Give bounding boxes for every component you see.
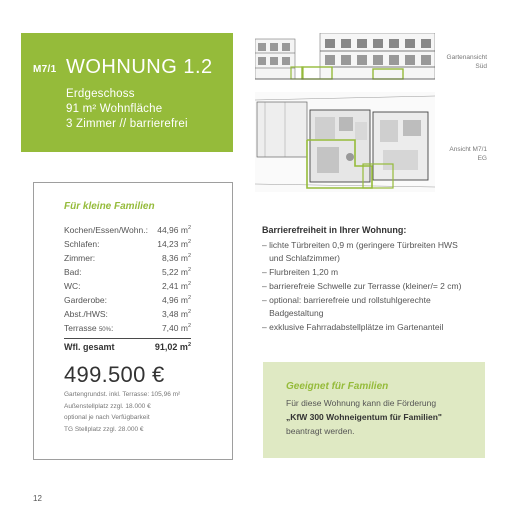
family-box bbox=[263, 362, 485, 458]
price: 499.500 € bbox=[64, 362, 165, 387]
elevation-drawing bbox=[255, 33, 435, 83]
area-row: Garderobe: 4,96 $m^2$ bbox=[64, 295, 191, 305]
features-heading: Barrierefreiheit in Ihrer Wohnung: bbox=[262, 225, 407, 235]
family-line: Für diese Wohnung kann die Förderung bbox=[286, 398, 437, 408]
family-line-kfw: „KfW 300 Wohneigentum für Familien" bbox=[286, 412, 442, 422]
family-line: beantragt werden. bbox=[286, 426, 355, 436]
area-row: Abst./HWS: 3,48 $m^2$ bbox=[64, 309, 191, 319]
area-row: Zimmer: 8,36 $m^2$ bbox=[64, 253, 191, 263]
feature-line: – lichte Türbreiten 0,9 m (geringere Türbreiten HWS bbox=[262, 240, 458, 250]
area-label: 91 m² Wohnfläche bbox=[66, 103, 163, 115]
feature-line: – barrierefreie Schwelle zur Terrasse (kleiner/= 2 cm) bbox=[262, 281, 462, 291]
area-row: Kochen/Essen/Wohn.: 44,96 $m^2$ bbox=[64, 225, 191, 235]
family-heading: Geeignet für Familien bbox=[286, 381, 389, 392]
area-row-terrace: Terrasse 50%: 7,40 $m^2$ bbox=[64, 323, 191, 333]
floor-label: Erdgeschoss bbox=[66, 88, 135, 100]
note-parking: Außenstellplatz zzgl. 18.000 € bbox=[64, 403, 151, 410]
feature-line: Badgestaltung bbox=[262, 308, 324, 318]
unit-code: M7/1 bbox=[33, 64, 57, 75]
floorplan-label: Ansicht M7/1 EG bbox=[449, 146, 487, 162]
note-garden: Gartengrundst. inkl. Terrasse: 105,96 m² bbox=[64, 391, 181, 398]
card-heading: Für kleine Familien bbox=[64, 201, 155, 212]
elevation-label: Gartenansicht Süd bbox=[446, 54, 487, 70]
area-row: WC: 2,41 $m^2$ bbox=[64, 281, 191, 291]
note-garage: TG Stellplatz zzgl. 28.000 € bbox=[64, 426, 144, 433]
area-row: Schlafen: 14,23 $m^2$ bbox=[64, 239, 191, 249]
feature-line: – optional: barrierefreie und rollstuhlgerechte bbox=[262, 295, 431, 305]
total-row: Wfl. gesamt 91,02 $m^2$ bbox=[64, 342, 191, 352]
feature-line: – Flurbreiten 1,20 m bbox=[262, 267, 339, 277]
page-number: 12 bbox=[33, 494, 42, 503]
feature-line: – exklusive Fahrradabstellplätze im Gartenanteil bbox=[262, 322, 444, 332]
unit-title: WOHNUNG 1.2 bbox=[66, 56, 213, 78]
note-availability: optional je nach Verfügbarkeit bbox=[64, 414, 150, 421]
floorplan-drawing bbox=[255, 92, 435, 192]
feature-line: und Schlafzimmer) bbox=[262, 253, 340, 263]
total-divider bbox=[64, 338, 191, 339]
area-row: Bad: 5,22 $m^2$ bbox=[64, 267, 191, 277]
rooms-label: 3 Zimmer // barrierefrei bbox=[66, 118, 188, 130]
